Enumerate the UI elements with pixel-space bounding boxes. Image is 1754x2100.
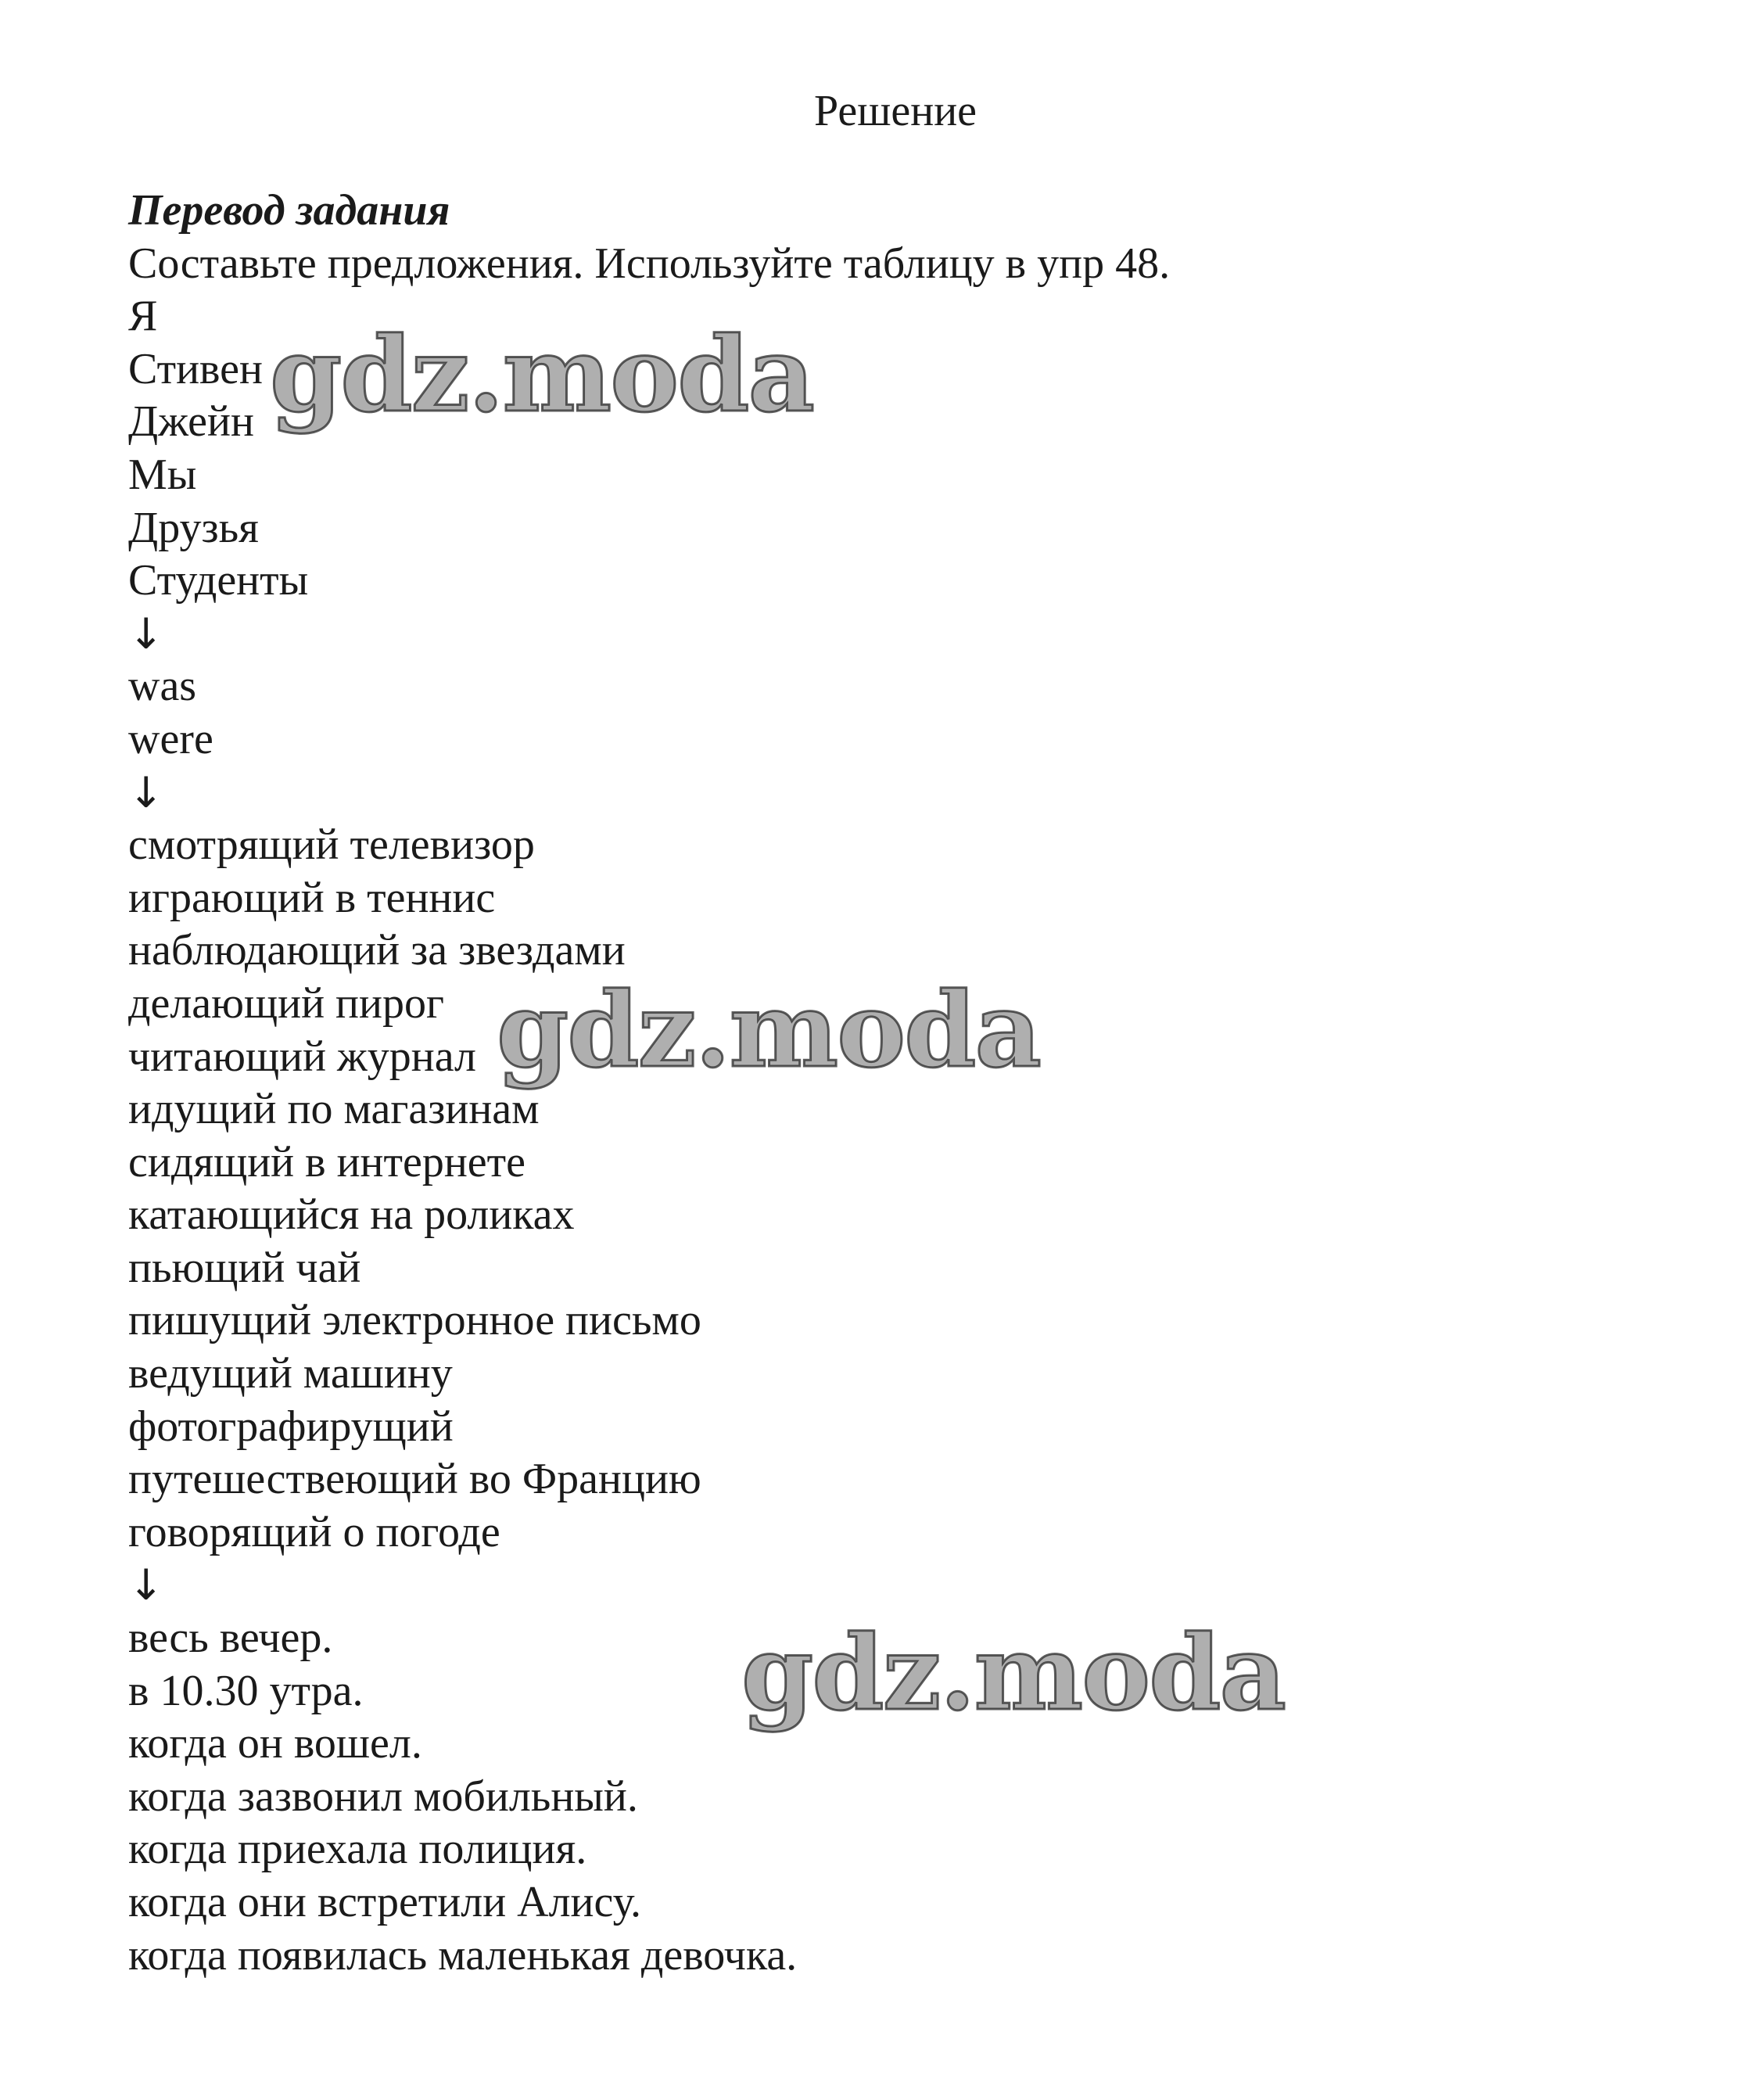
watermark-logo: gdz.moda (497, 970, 1041, 1091)
subject-item: Я (128, 292, 158, 341)
subject-item: Друзья (128, 503, 259, 552)
time-item: в 10.30 утра. (128, 1666, 364, 1715)
down-arrow-icon: ↓ (128, 608, 164, 659)
subject-item: Джейн (128, 397, 254, 447)
page-title: Решение (813, 87, 977, 135)
activity-item: ведущий машину (128, 1349, 453, 1398)
instruction-text: Составьте предложения. Используйте таблицу в упр 48. (128, 239, 1171, 288)
watermark-logo: gdz.moda (270, 314, 814, 436)
verb-item: were (128, 714, 213, 763)
activity-item: катающийся на роликах (128, 1190, 575, 1240)
section-heading: Перевод задания (128, 186, 450, 235)
activity-item: делающий пирог (128, 978, 444, 1028)
activity-item: смотрящий телевизор (128, 820, 535, 870)
activity-item: наблюдающий за звездами (128, 926, 626, 975)
subject-item: Стивен (128, 344, 263, 393)
activity-item: сидящий в интернете (128, 1137, 525, 1186)
activity-item: пишущий электронное письмо (128, 1296, 701, 1345)
activity-item: фотографирущий (128, 1402, 454, 1451)
activity-item: путешествеющий во Францию (128, 1455, 701, 1504)
time-item: когда приехала полиция. (128, 1825, 587, 1874)
time-item: весь вечер. (128, 1614, 333, 1663)
down-arrow-icon: ↓ (128, 767, 164, 817)
activity-item: идущий по магазинам (128, 1085, 540, 1134)
activity-item: говорящий о погоде (128, 1507, 500, 1556)
time-item: когда они встретили Алису. (128, 1878, 642, 1926)
subject-item: Студенты (128, 556, 309, 605)
down-arrow-icon: ↓ (128, 1560, 164, 1610)
time-item: когда появилась маленькая девочка. (128, 1930, 798, 1980)
subject-item: Мы (128, 450, 197, 499)
activity-item: пьющий чай (128, 1243, 361, 1292)
watermark-logo: gdz.moda (741, 1613, 1286, 1734)
time-item: когда зазвонил мобильный. (128, 1772, 638, 1821)
activity-item: играющий в теннис (128, 873, 496, 922)
verb-item: was (128, 662, 197, 711)
activity-item: читающий журнал (128, 1032, 476, 1081)
time-item: когда он вошел. (128, 1719, 422, 1768)
